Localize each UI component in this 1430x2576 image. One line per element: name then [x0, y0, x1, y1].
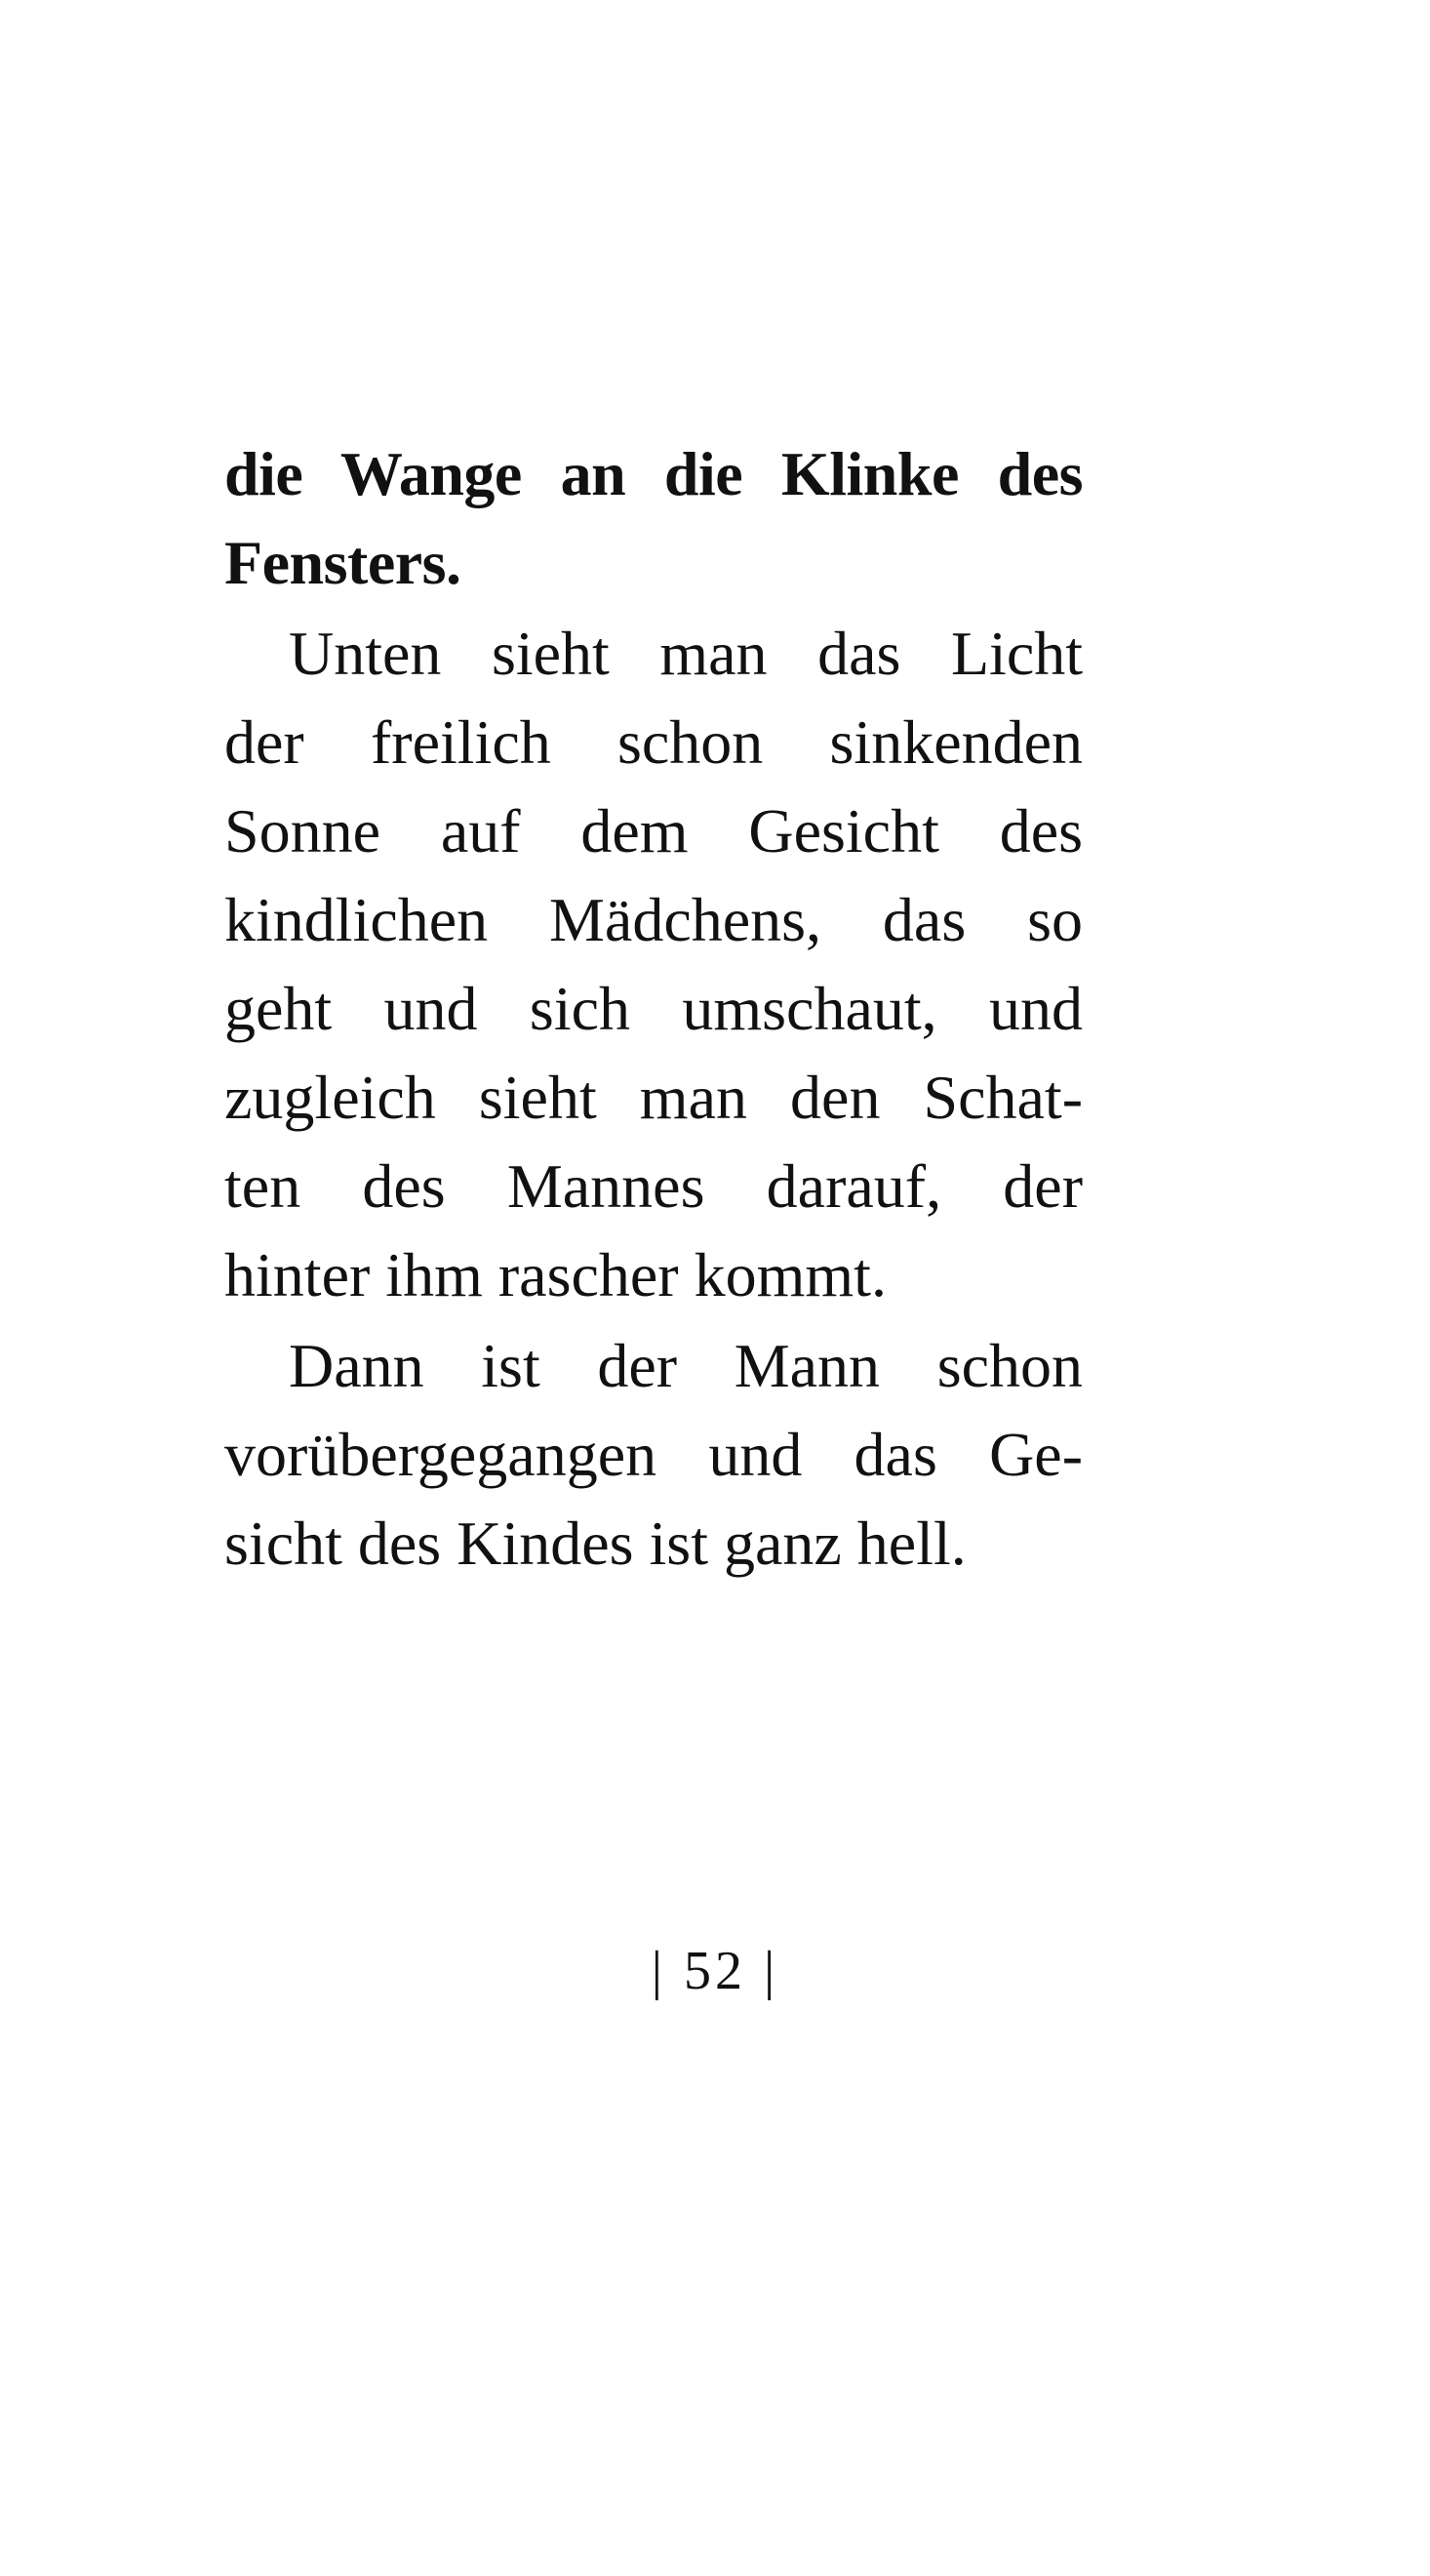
text-line: Dann ist der Mann schon	[289, 1331, 1083, 1400]
page-number: | 52 |	[651, 1941, 779, 2001]
body-text	[224, 429, 1083, 1588]
text-line: zugleich sieht man den Schat-	[224, 1063, 1083, 1132]
paragraph-3	[224, 1321, 1083, 1588]
text-line: hinter ihm rascher kommt.	[224, 1240, 887, 1309]
text-line: der freilich schon sinkenden	[224, 707, 1083, 777]
text-line: ten des Mannes darauf, der	[224, 1151, 1083, 1221]
text-line: Unten sieht man das Licht	[289, 619, 1083, 688]
text-line: die Wange an die Klinke des	[224, 439, 1083, 508]
text-line: Fensters.	[224, 528, 461, 597]
text-line: vorübergegangen und das Ge-	[224, 1420, 1083, 1489]
text-line: kindlichen Mädchens, das so	[224, 885, 1083, 954]
paragraph-2	[224, 609, 1083, 1319]
text-line: geht und sich umschaut, und	[224, 974, 1083, 1043]
text-line: sicht des Kindes ist ganz hell.	[224, 1509, 967, 1578]
text-line: Sonne auf dem Gesicht des	[224, 796, 1083, 865]
paragraph-1	[224, 429, 1083, 607]
